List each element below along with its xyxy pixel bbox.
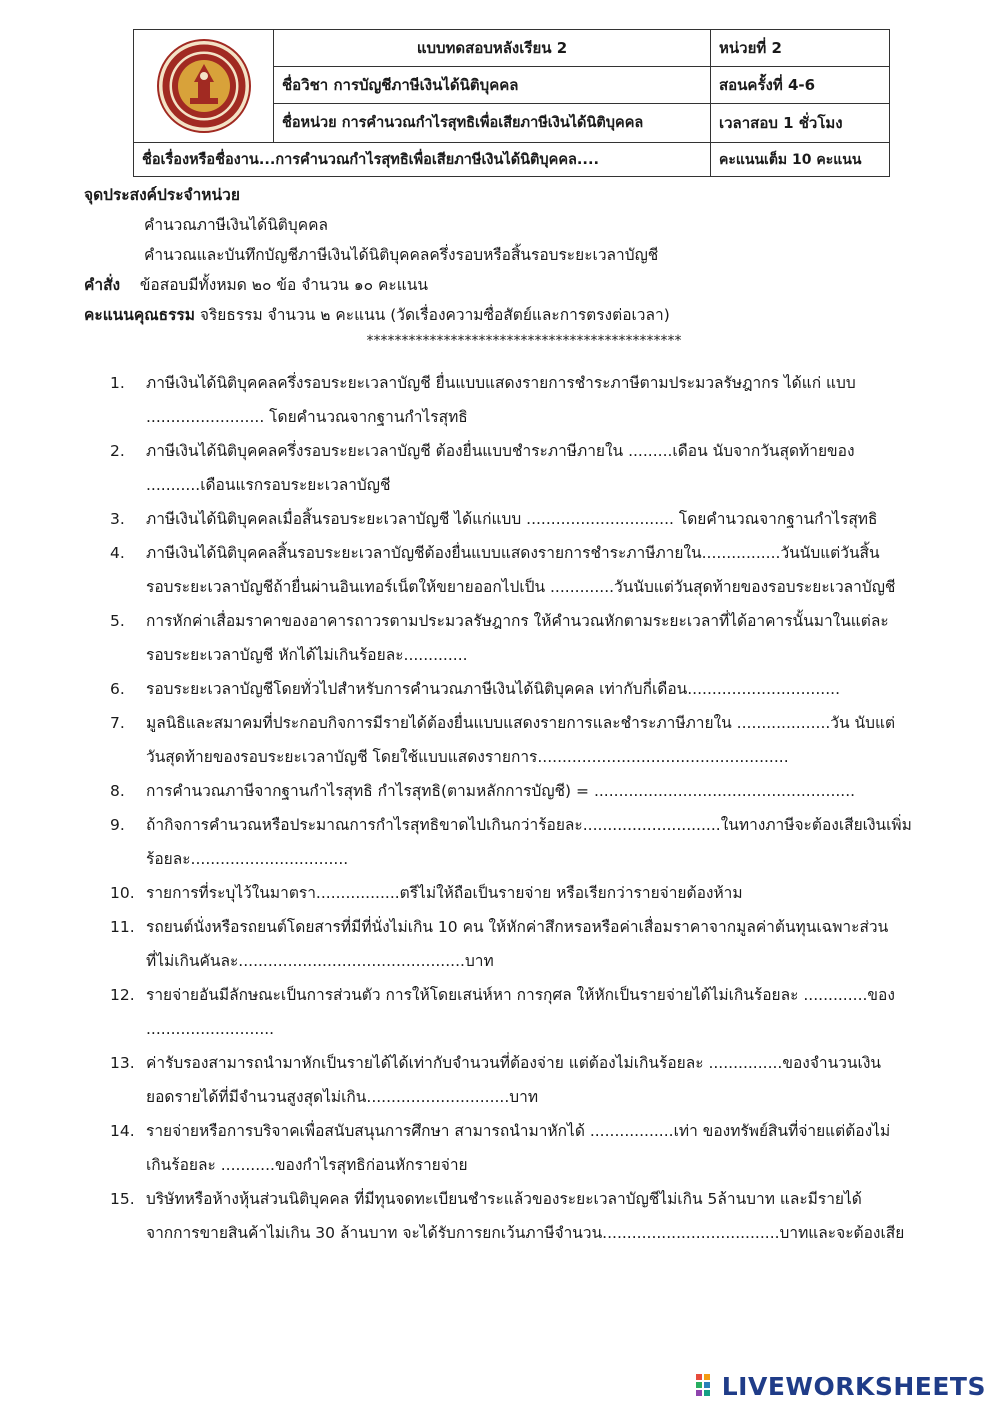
question-text-line: ยอดรายได้ที่มีจำนวนสูงสุดไม่เกิน.............................บาท — [146, 1088, 539, 1106]
question-number: 14. — [110, 1122, 135, 1140]
exam-header-table — [133, 29, 890, 177]
question-number: 9. — [110, 816, 125, 834]
exam-title: แบบทดสอบหลังเรียน 2 — [274, 30, 711, 67]
liveworksheets-brand: LIVEWORKSHEETS — [721, 1372, 986, 1401]
unit-name: ชื่อหน่วย การคำนวณกำไรสุทธิเพื่อเสียภาษีเงินได้นิติบุคคล — [274, 103, 711, 142]
question-text-line: ร้อยละ................................ — [146, 850, 349, 868]
question-text-line: .......................... — [146, 1020, 275, 1038]
college-seal-cell — [134, 30, 274, 143]
question-item — [110, 1114, 940, 1182]
question-text-line: รายจ่ายหรือการบริจาคเพื่อสนับสนุนการศึกษา สามารถนำมาหักได้ .................เท่า ของทรัพย์สินที่จ่ายแต่ต้องไม่ — [146, 1122, 891, 1140]
instruction-label: คำสั่ง — [84, 276, 121, 294]
question-list — [110, 366, 940, 1250]
subject-name: ชื่อวิชา การบัญชีภาษีเงินได้นิติบุคคล — [274, 67, 711, 103]
question-text-line: รถยนต์นั่งหรือรถยนต์โดยสารที่มีที่นั่งไม่เกิน 10 คน ให้หักค่าสึกหรอหรือค่าเสื่อมราคาจากมูลค่าต้นทุนเฉพาะส่วน — [146, 918, 889, 936]
question-text-line: การหักค่าเสื่อมราคาของอาคารถาวรตามประมวลรัษฎากร ให้คำนวณหักตามระยะเวลาที่ได้อาคารนั้นมาในแต่ละ — [146, 612, 889, 630]
question-item — [110, 536, 940, 604]
question-number: 11. — [110, 918, 135, 936]
instruction-text: ข้อสอบมีทั้งหมด ๒๐ ข้อ จำนวน ๑๐ คะแนน — [139, 276, 428, 294]
exam-duration: เวลาสอบ 1 ชั่วโมง — [711, 103, 890, 142]
question-number: 4. — [110, 544, 125, 562]
question-item — [110, 672, 940, 706]
topic-name: ชื่อเรื่องหรือชื่องาน...การคำนวณกำไรสุทธิเพื่อเสียภาษีเงินได้นิติบุคคล.... — [134, 143, 711, 177]
question-number: 15. — [110, 1190, 135, 1208]
question-text-line: รายการที่ระบุไว้ในมาตรา.................ตรีไม่ให้ถือเป็นรายจ่าย หรือเรียกว่ารายจ่ายต้องห้าม — [146, 884, 743, 902]
question-text-line: รายจ่ายอันมีลักษณะเป็นการส่วนตัว การให้โดยเสน่ห์หา การกุศล ให้หักเป็นรายจ่ายได้ไม่เกินร้อยละ .............ของ — [146, 986, 895, 1004]
question-item — [110, 1046, 940, 1114]
question-text-line: ที่ไม่เกินคันละ..............................................บาท — [146, 952, 494, 970]
instruction-line — [84, 270, 964, 300]
unit-number: หน่วยที่ 2 — [711, 30, 890, 67]
question-number: 12. — [110, 986, 135, 1004]
question-item — [110, 774, 940, 808]
objective-item: คำนวณและบันทึกบัญชีภาษีเงินได้นิติบุคคลครึ่งรอบหรือสิ้นรอบระยะเวลาบัญชี — [144, 246, 659, 264]
question-number: 2. — [110, 442, 125, 460]
session-number: สอนครั้งที่ 4-6 — [711, 67, 890, 103]
full-score: คะแนนเต็ม 10 คะแนน — [711, 143, 890, 177]
question-text-line: ภาษีเงินได้นิติบุคคลครึ่งรอบระยะเวลาบัญชี ต้องยื่นแบบชำระภาษีภายใน .........เดือน นับจากวันสุดท้ายของ — [146, 442, 855, 460]
question-number: 3. — [110, 510, 125, 528]
question-item — [110, 1182, 940, 1250]
question-text-line: ........................ โดยคำนวณจากฐานกำไรสุทธิ — [146, 408, 468, 426]
question-text-line: รอบระยะเวลาบัญชีถ้ายื่นผ่านอินเทอร์เน็ตให้ขยายออกไปเป็น .............วันนับแต่วันสุดท้ายของรอบระยะเวลาบัญชี — [146, 578, 896, 596]
question-number: 5. — [110, 612, 125, 630]
question-text-line: ภาษีเงินได้นิติบุคคลครึ่งรอบระยะเวลาบัญชี ยื่นแบบแสดงรายการชำระภาษีตามประมวลรัษฎากร ได้แก่ แบบ — [146, 374, 856, 392]
question-item — [110, 706, 940, 774]
question-number: 10. — [110, 884, 135, 902]
question-text-line: มูลนิธิและสมาคมที่ประกอบกิจการมีรายได้ต้องยื่นแบบแสดงรายการและชำระภาษีภายใน ...................วัน นับแต่ — [146, 714, 896, 732]
question-item — [110, 910, 940, 978]
question-text-line: รอบระยะเวลาบัญชีโดยทั่วไปสำหรับการคำนวณภาษีเงินได้นิติบุคคล เท่ากับกี่เดือน............................... — [146, 680, 840, 698]
question-item — [110, 604, 940, 672]
question-text-line: รอบระยะเวลาบัญชี หักได้ไม่เกินร้อยละ............. — [146, 646, 468, 664]
question-item — [110, 978, 940, 1046]
question-item — [110, 808, 940, 876]
college-seal-icon — [154, 36, 254, 136]
question-text-line: การคำนวณภาษีจากฐานกำไรสุทธิ กำไรสุทธิ(ตามหลักการบัญชี) = ..................................................... — [146, 782, 856, 800]
question-text-line: ภาษีเงินได้นิติบุคคลสิ้นรอบระยะเวลาบัญชีต้องยื่นแบบแสดงรายการชำระภาษีภายใน................วันนับแต่วันสิ้น — [146, 544, 880, 562]
question-text-line: วันสุดท้ายของรอบระยะเวลาบัญชี โดยใช้แบบแสดงรายการ................................................... — [146, 748, 789, 766]
question-text-line: บริษัทหรือห้างหุ้นส่วนนิติบุคคล ที่มีทุนจดทะเบียนชำระแล้วของระยะเวลาบัญชีไม่เกิน 5ล้านบาท และมีรายได้ — [146, 1190, 862, 1208]
question-text-line: จากการขายสินค้าไม่เกิน 30 ล้านบาท จะได้รับการยกเว้นภาษีจำนวน....................................บาทและจะต้องเสีย — [146, 1224, 905, 1242]
question-text-line: ค่ารับรองสามารถนำมาหักเป็นรายได้ได้เท่ากับจำนวนที่ต้องจ่าย แต่ต้องไม่เกินร้อยละ ...............ของจำนวนเงิน — [146, 1054, 881, 1072]
question-item — [110, 366, 940, 434]
liveworksheets-logo-icon — [696, 1374, 718, 1400]
objective-item: คำนวณภาษีเงินได้นิติบุคคล — [144, 216, 328, 234]
question-number: 1. — [110, 374, 125, 392]
objectives-heading: จุดประสงค์ประจำหน่วย — [84, 186, 240, 204]
question-text-line: เกินร้อยละ ...........ของกำไรสุทธิก่อนหักรายจ่าย — [146, 1156, 468, 1174]
liveworksheets-logo — [696, 1372, 986, 1401]
question-number: 13. — [110, 1054, 135, 1072]
question-number: 6. — [110, 680, 125, 698]
separator-stars: ********************************************* — [366, 333, 682, 349]
objectives-section — [84, 180, 964, 352]
question-item — [110, 434, 940, 502]
question-text-line: ภาษีเงินได้นิติบุคคลเมื่อสิ้นรอบระยะเวลาบัญชี ได้แก่แบบ .............................. โดยคำนวณจากฐานกำไรสุทธิ — [146, 510, 878, 528]
question-number: 7. — [110, 714, 125, 732]
ethics-text: จริยธรรม จำนวน ๒ คะแนน (วัดเรื่องความซื่อสัตย์และการตรงต่อเวลา) — [199, 306, 670, 324]
ethics-line — [84, 300, 964, 330]
ethics-label: คะแนนคุณธรรม — [84, 306, 195, 324]
question-text-line: ...........เดือนแรกรอบระยะเวลาบัญชี — [146, 476, 391, 494]
question-text-line: ถ้ากิจการคำนวณหรือประมาณการกำไรสุทธิขาดไปเกินกว่าร้อยละ............................ในทางภาษีจะต้องเสียเงินเพิ่ม — [146, 816, 912, 834]
question-item — [110, 502, 940, 536]
question-item — [110, 876, 940, 910]
question-number: 8. — [110, 782, 125, 800]
